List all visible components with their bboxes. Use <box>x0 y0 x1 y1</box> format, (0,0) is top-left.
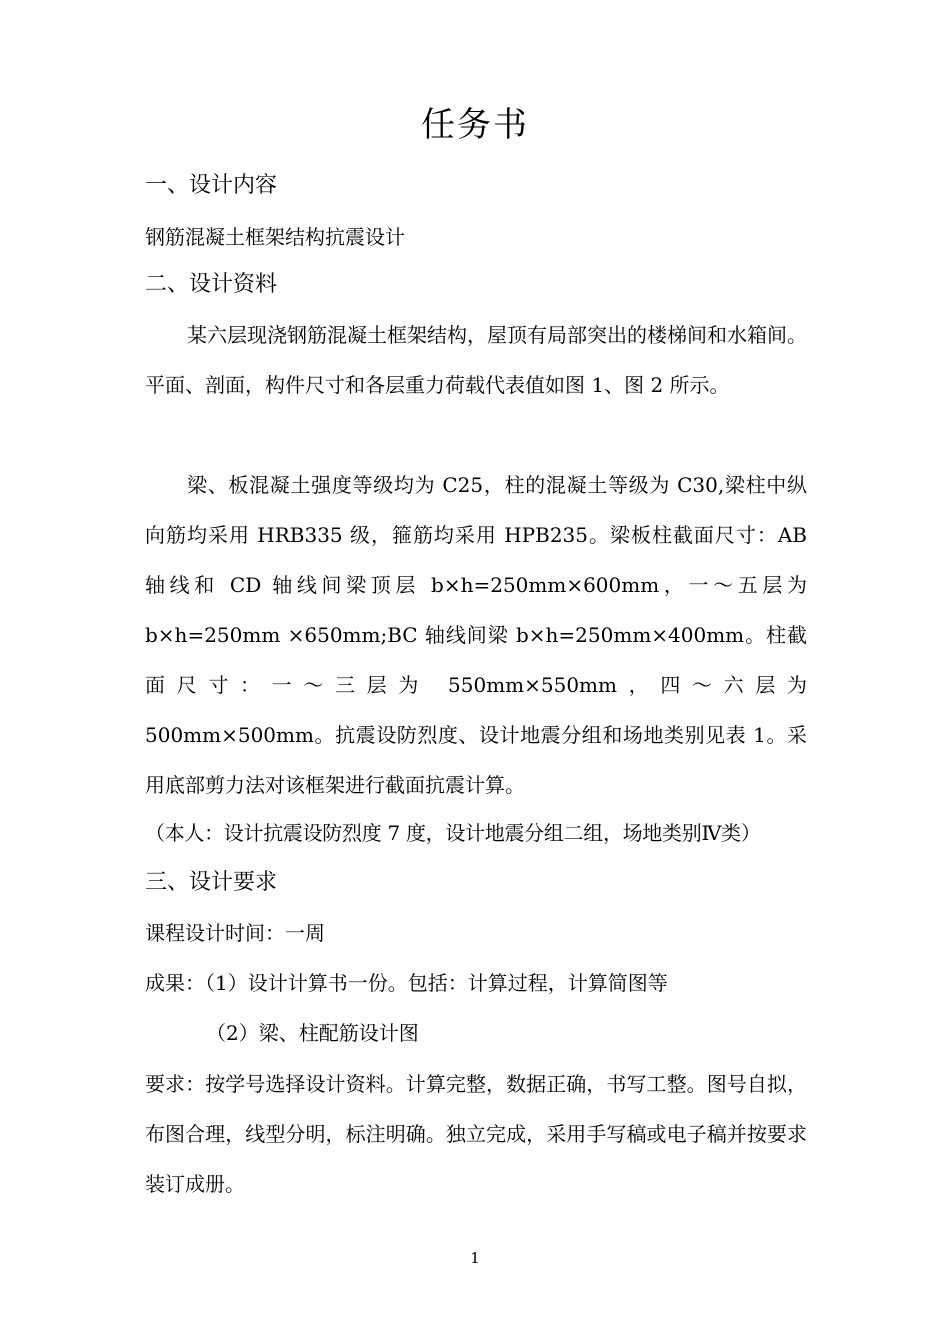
design-data-paragraph-2: 梁、板混凝土强度等级均为 C25，柱的混凝土等级为 C30,梁柱中纵向筋均采用 HRB335 级，箍筋均采用 HPB235。梁板柱截面尺寸：AB 轴线和 CD 轴线间梁顶层 b×h=250mm×600mm，一～五层为 b×h=250mm ×650mm;BC 轴线间梁 b×h=250mm×400mm。柱截面尺寸：一～三层为 550mm×550mm，四～六层为 500mm×500mm。抗震设防烈度、设计地震分组和场地类别见表 1。采用底部剪力法对该框架进行截面抗震计算。 <box>145 473 807 797</box>
requirements-paragraph: 要求：按学号选择设计资料。计算完整，数据正确，书写工整。图号自拟，布图合理，线型分明，标注明确。独立完成，采用手写稿或电子稿并按要求装订成册。 <box>145 1072 807 1196</box>
design-data-note: （本人：设计抗震设防烈度 7 度，设计地震分组二组，场地类别Ⅳ类） <box>145 821 761 845</box>
page-title: 任务书 <box>421 105 529 145</box>
page-number: 1 <box>470 1249 480 1267</box>
section-heading-design-requirements: 三、设计要求 <box>145 870 278 895</box>
deliverable-item-2: （2）梁、柱配筋设计图 <box>206 1021 419 1045</box>
design-data-paragraph-1: 某六层现浇钢筋混凝土框架结构，屋顶有局部突出的楼梯间和水箱间。平面、剖面，构件尺寸和各层重力荷载代表值如图 1、图 2 所示。 <box>145 323 807 397</box>
design-content-text: 钢筋混凝土框架结构抗震设计 <box>145 225 405 249</box>
deliverable-item-1: 成果：（1）设计计算书一份。包括：计算过程，计算简图等 <box>145 971 668 995</box>
course-design-time: 课程设计时间：一周 <box>145 921 325 945</box>
section-heading-design-content: 一、设计内容 <box>145 173 278 198</box>
section-heading-design-data: 二、设计资料 <box>145 272 278 297</box>
